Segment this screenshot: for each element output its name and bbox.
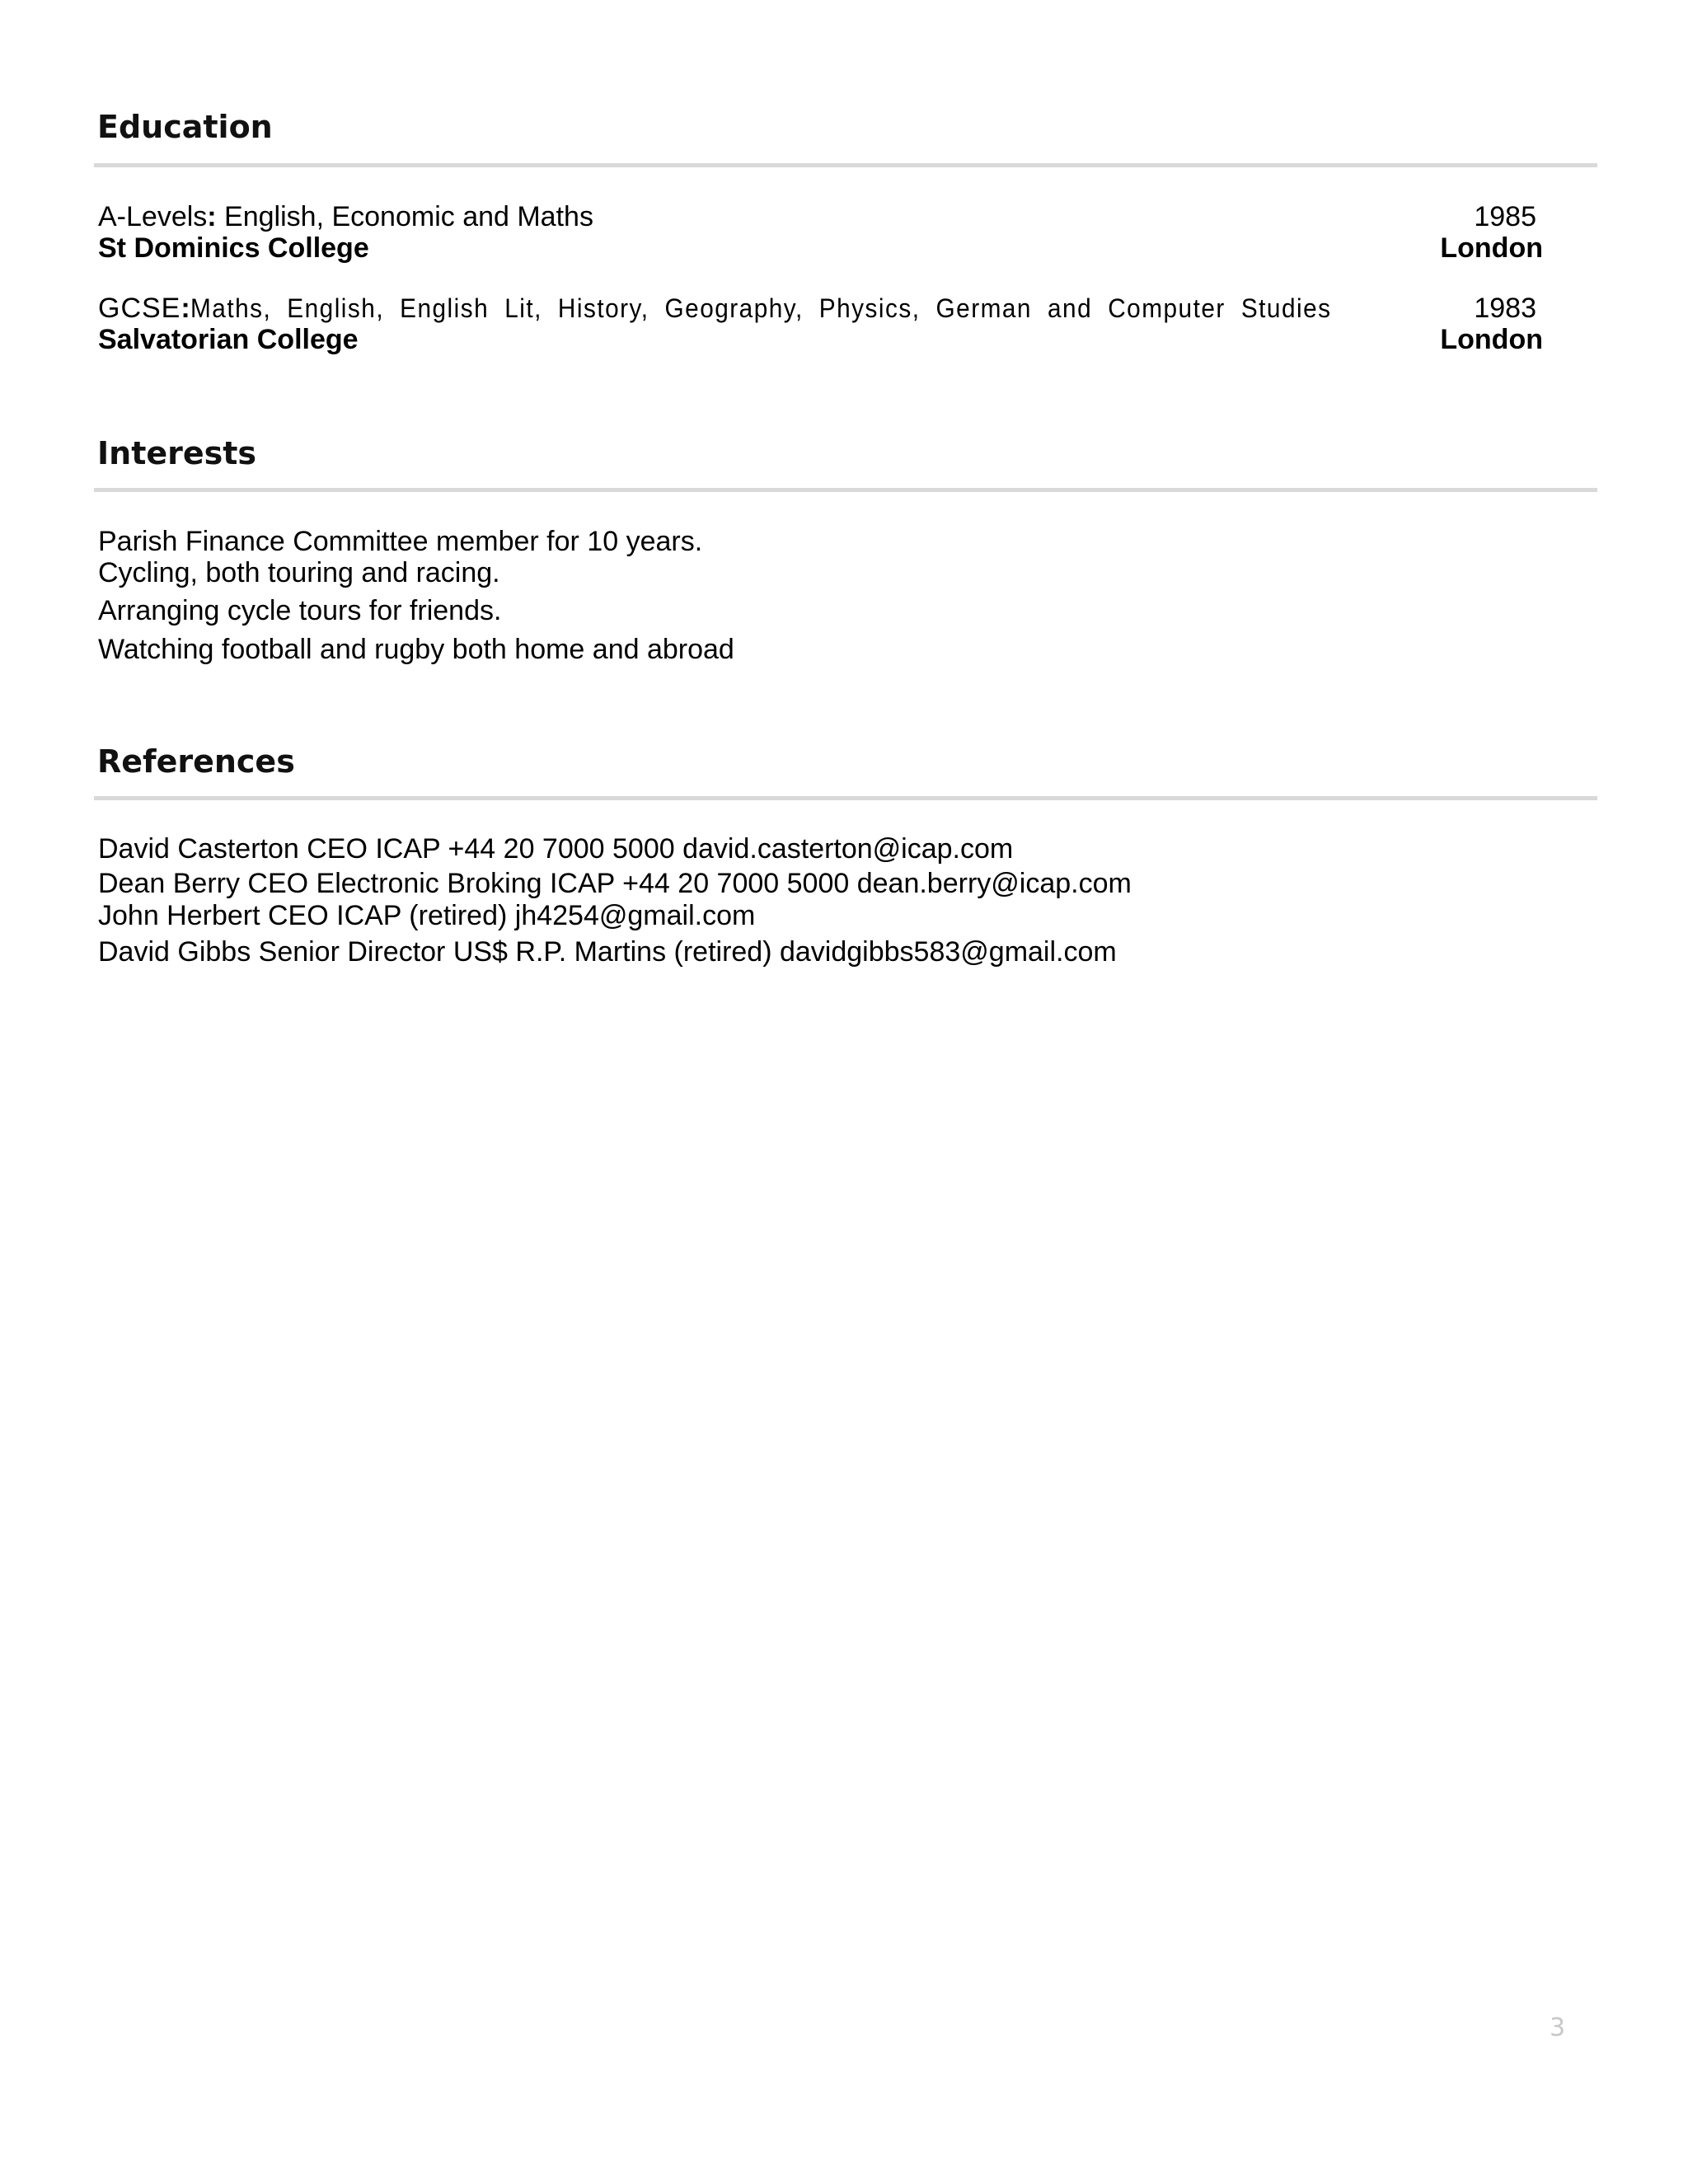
qualification-name: GCSE [98,293,181,324]
education-school: Salvatorian College [98,324,359,355]
reference-item: John Herbert CEO ICAP (retired) jh4254@gmail.com [98,900,756,931]
reference-item: David Gibbs Senior Director US$ R.P. Martins (retired) davidgibbs583@gmail.com [98,936,1117,968]
education-heading: Education [97,109,273,145]
education-entry-alevels [98,199,593,234]
qualification-subjects: English, Economic and Maths [216,201,593,232]
interest-item: Arranging cycle tours for friends. [98,595,502,626]
qualification-separator: : [181,293,190,324]
interest-item: Cycling, both touring and racing. [98,557,500,588]
qualification-name: A-Levels [98,201,208,232]
education-school: St Dominics College [98,232,369,264]
references-divider [94,796,1597,800]
interest-item: Watching football and rugby both home and abroad [98,634,734,665]
education-year: 1983 [1474,293,1536,324]
page-number: 3 [1550,2013,1566,2042]
education-location: London [1440,324,1543,355]
qualification-separator: : [207,201,217,232]
education-location: London [1440,232,1543,264]
interests-divider [94,488,1597,492]
reference-item: Dean Berry CEO Electronic Broking ICAP +44 20 7000 5000 dean.berry@icap.com [98,868,1132,899]
education-year: 1985 [1474,201,1536,232]
qualification-subjects: Maths, English, English Lit, History, Geography, Physics, German and Computer Studies [190,293,1332,323]
education-divider [94,163,1597,167]
interest-item: Parish Finance Committee member for 10 years. [98,526,703,557]
references-heading: References [97,743,295,780]
interests-heading: Interests [97,435,257,471]
education-entry-gcse [98,291,1417,326]
reference-item: David Casterton CEO ICAP +44 20 7000 5000 david.casterton@icap.com [98,833,1014,865]
